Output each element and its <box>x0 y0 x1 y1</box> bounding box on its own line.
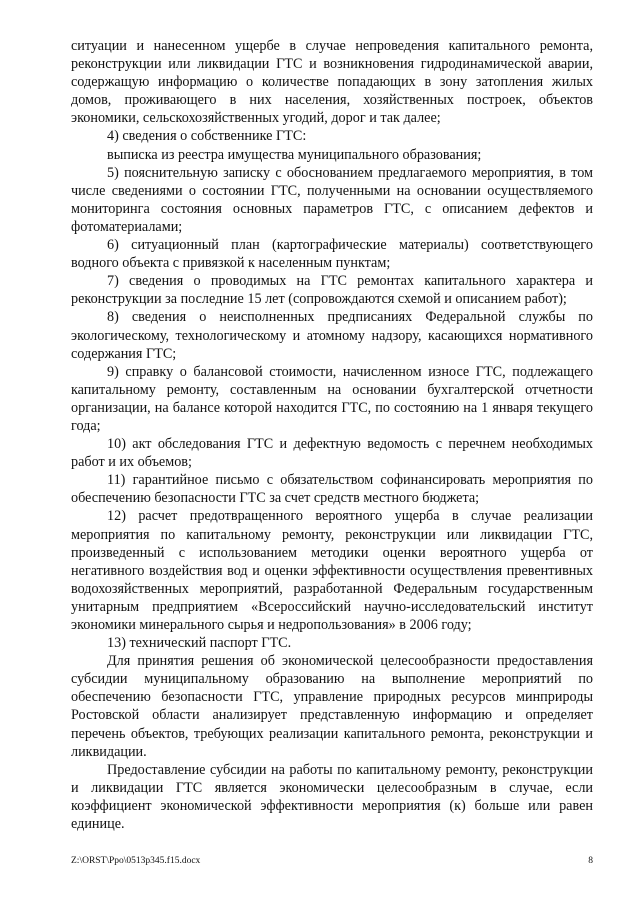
paragraph-subsidy-condition: Предоставление субсидии на работы по капитальному ремонту, реконструкции и ликвидации ГТС является экономически целесообразным в случае, если коэффициент экономической эффективности мероприятия (к) больше или равен единице. <box>71 761 593 833</box>
paragraph-item-12: 12) расчет предотвращенного вероятного ущерба в случае реализации мероприятия по капитальному ремонту, реконструкции или ликвидации ГТС, произведенный с использованием методики оценки вероятного ущерба от негативного воздействия вод и оценки эффективности осуществления превентивных водохозяйственных мероприятий, разработанной Федеральным государственным унитарным предприятием «Всероссийский научно-исследовательский институт экономики минерального сырья и недропользования» в 2006 году; <box>71 508 593 633</box>
paragraph-item-8: 8) сведения о неисполненных предписаниях Федеральной службы по экологическому, технологическому и атомному надзору, касающихся нормативного содержания ГТС; <box>71 309 593 362</box>
paragraph-item-5: 5) пояснительную записку с обоснованием предлагаемого мероприятия, в том числе сведениями о состоянии ГТС, полученными на основании осуществляемого мониторинга состояния основных параметров ГТС, с описанием дефектов и фотоматериалами; <box>71 164 593 235</box>
page-footer <box>71 854 593 868</box>
document-body <box>71 37 593 833</box>
paragraph-decision: Для принятия решения об экономической целесообразности предоставления субсидии муниципальному образованию на выполнение мероприятий по обеспечению безопасности ГТС, управление природных ресурсов минприроды Ростовской области анализирует представленную информацию и определяет перечень объектов, требующих реализации капитального ремонта, реконструкции и ликвидации. <box>71 653 593 760</box>
footer-file-path: Z:\ORST\Ppo\0513p345.f15.docx <box>71 856 201 866</box>
paragraph-item-11: 11) гарантийное письмо с обязательством софинансировать мероприятия по обеспечению безопасности ГТС за счет средств местного бюджета; <box>71 472 593 507</box>
paragraph-item-13: 13) технический паспорт ГТС. <box>107 635 292 652</box>
paragraph-item-4: 4) сведения о собственнике ГТС: <box>107 128 307 145</box>
paragraph-continuation: ситуации и нанесенном ущербе в случае непроведения капитального ремонта, реконструкции или ликвидации ГТС и возникновения гидродинамической аварии, содержащую информацию о количестве попадающих в зону затопления жилых домов, проживающего в них населения, хозяйственных построек, объектов экономики, сельскохозяйственных угодий, дорог и так далее; <box>71 38 593 127</box>
paragraph-item-9: 9) справку о балансовой стоимости, начисленном износе ГТС, подлежащего капитальному ремонту, составленным на основании бухгалтерской отчетности организации, на балансе которой находится ГТС, по состоянию на 1 января текущего года; <box>71 363 593 434</box>
paragraph-item-10: 10) акт обследования ГТС и дефектную ведомость с перечнем необходимых работ и их объемов; <box>71 436 593 471</box>
page-number: 8 <box>588 856 593 866</box>
paragraph-registry-extract: выписка из реестра имущества муниципального образования; <box>107 146 482 163</box>
paragraph-item-7: 7) сведения о проводимых на ГТС ремонтах капитального характера и реконструкции за последние 15 лет (сопровождаются схемой и описанием работ); <box>71 273 593 308</box>
paragraph-item-6: 6) ситуационный план (картографические материалы) соответствующего водного объекта с привязкой к населенным пунктам; <box>71 237 593 272</box>
